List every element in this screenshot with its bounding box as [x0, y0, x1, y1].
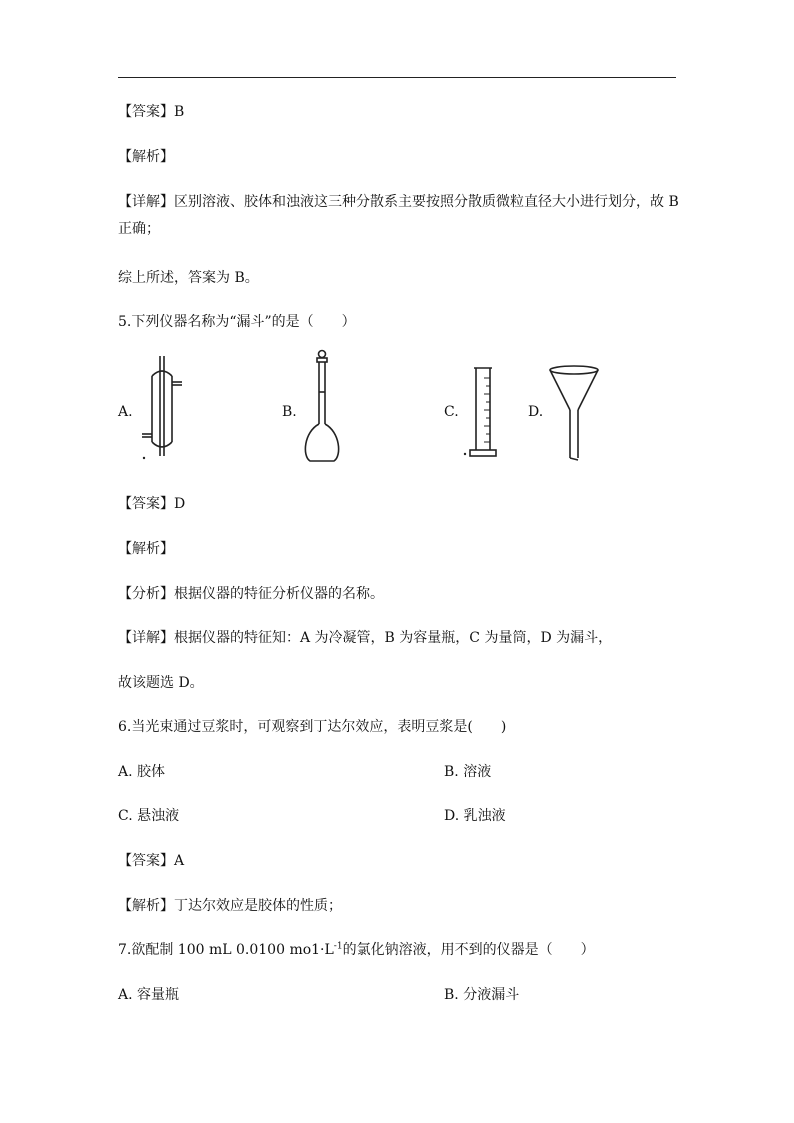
- q4-answer: 【答案】B: [118, 104, 185, 120]
- q7-option-a: A. 容量瓶: [118, 987, 180, 1003]
- q5-analysis: 【解析】: [118, 541, 174, 557]
- q5-detail: 【详解】根据仪器的特征知：A 为冷凝管，B 为容量瓶，C 为量筒，D 为漏斗，: [118, 630, 613, 646]
- q6-stem: 6.当光束通过豆浆时，可观察到丁达尔效应，表明豆浆是( ): [118, 719, 507, 735]
- q7-stem-post: 的氯化钠溶液，用不到的仪器是（ ）: [342, 942, 595, 958]
- q6-option-c: C. 悬浊液: [118, 808, 180, 824]
- q7-option-b: B. 分液漏斗: [444, 987, 520, 1003]
- q4-detail-line2: 正确；: [118, 221, 160, 237]
- q4-analysis: 【解析】: [118, 149, 174, 165]
- q6-option-d: D. 乳浊液: [444, 808, 506, 824]
- q7-stem-sup: -1: [333, 941, 343, 952]
- q6-option-b: B. 溶液: [444, 764, 492, 780]
- condenser-tube-icon: [138, 352, 188, 468]
- q7-stem-pre: 7.欲配制 100 mL 0.0100 mo1·L: [118, 942, 334, 958]
- q6-answer: 【答案】A: [118, 853, 185, 869]
- graduated-cylinder-icon: [460, 362, 506, 466]
- q6-option-a: A. 胶体: [118, 764, 166, 780]
- funnel-icon: [546, 364, 602, 468]
- q5-option-d-label: D.: [528, 404, 544, 420]
- q5-answer: 【答案】D: [118, 496, 186, 512]
- q6-analysis: 【解析】丁达尔效应是胶体的性质；: [118, 898, 342, 914]
- q5-conclusion: 故该题选 D。: [118, 675, 204, 691]
- q7-stem: [118, 940, 595, 960]
- q5-stem: 5.下列仪器名称为“漏斗”的是（ ）: [118, 314, 356, 330]
- q5-option-a-label: A.: [118, 404, 133, 420]
- q5-fenxi: 【分析】根据仪器的特征分析仪器的名称。: [118, 586, 384, 602]
- q5-option-b-label: B.: [282, 404, 297, 420]
- q4-summary: 综上所述，答案为 B。: [118, 270, 259, 286]
- q5-option-c-label: C.: [444, 404, 459, 420]
- header-rule: [118, 77, 676, 78]
- q4-detail-line1: 【详解】区别溶液、胶体和浊液这三种分散系主要按照分散质微粒直径大小进行划分，故 B: [118, 194, 679, 210]
- volumetric-flask-icon: [300, 348, 344, 470]
